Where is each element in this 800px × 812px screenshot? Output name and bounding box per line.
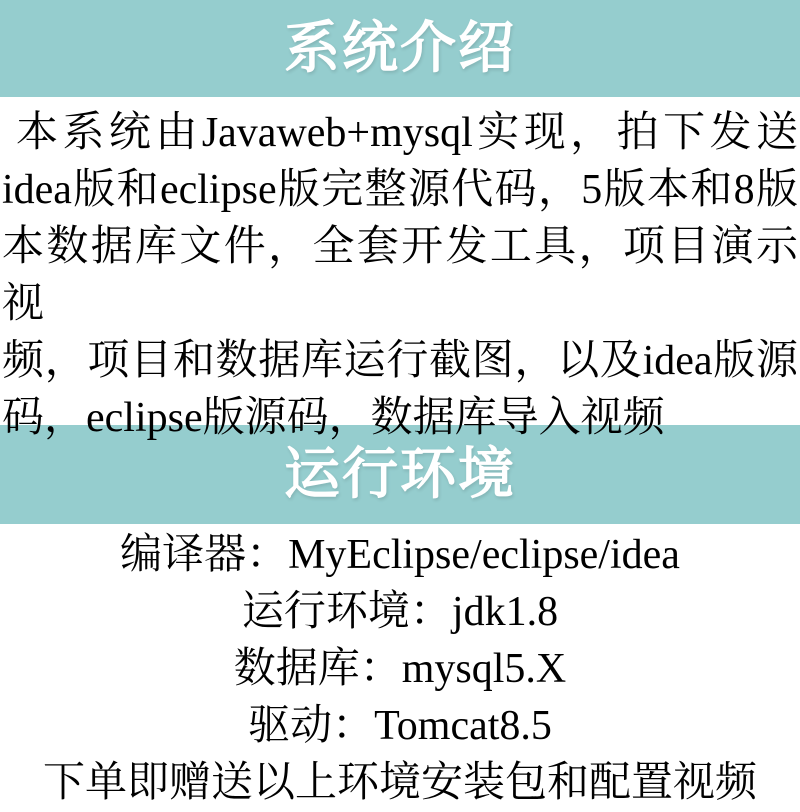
env-line-compiler: 编译器：MyEclipse/eclipse/idea bbox=[120, 532, 680, 578]
system-intro-paragraph bbox=[0, 97, 800, 441]
system-intro-banner bbox=[0, 0, 800, 97]
env-line-bonus: 下单即赠送以上环境安装包和配置视频 bbox=[42, 760, 757, 806]
intro-text-line-1: 本系统由Javaweb+mysql实现，拍下发送 bbox=[16, 110, 798, 156]
intro-text-line-3: 本数据库文件，全套开发工具，项目演示视 bbox=[2, 224, 798, 327]
runtime-env-list bbox=[0, 524, 800, 812]
system-intro-banner-title: 系统介绍 bbox=[284, 17, 516, 80]
env-line-database: 数据库：mysql5.X bbox=[233, 646, 567, 692]
env-line-runtime: 运行环境：jdk1.8 bbox=[241, 589, 559, 635]
runtime-env-banner-title: 运行环境 bbox=[284, 443, 516, 506]
intro-text-line-4: 频，项目和数据库运行截图，以及idea版源 bbox=[2, 338, 798, 384]
intro-text-line-2: idea版和eclipse版完整源代码，5版本和8版 bbox=[2, 167, 798, 213]
env-line-driver: 驱动：Tomcat8.5 bbox=[248, 703, 552, 749]
intro-text-line-5: 码，eclipse版源码，数据库导入视频 bbox=[2, 395, 665, 441]
